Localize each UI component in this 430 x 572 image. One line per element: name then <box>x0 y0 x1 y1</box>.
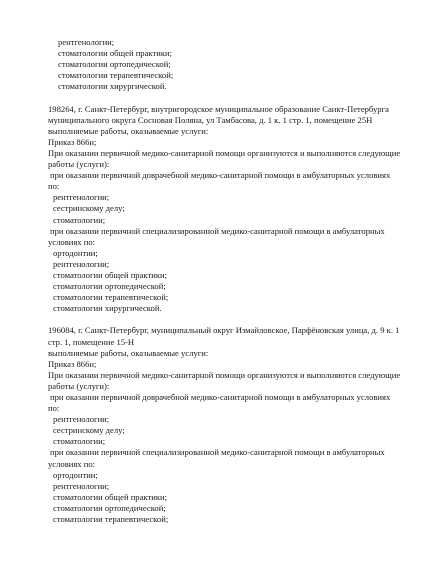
service-item: стоматологии терапевтической; <box>53 292 169 303</box>
service-item: стоматологии; <box>53 214 106 225</box>
service-item: стоматологии общей практики; <box>53 269 167 280</box>
license-block-continued <box>48 37 420 92</box>
address-line: муниципального округа Сосновая Поляна, ул Тамбасова, д. 1 к. 1 стр. 1, помещение 25Н <box>48 114 373 125</box>
service-item: стоматологии хирургической. <box>53 303 162 314</box>
order-reference: Приказ 866н; <box>48 136 97 147</box>
intro-line: При оказании первичной медико-санитарной помощи организуются и выполняются следующие <box>48 369 401 380</box>
section-heading: условиях по: <box>48 458 96 469</box>
section-heading: при оказании первичной доврачебной медико-санитарной помощи в амбулаторных условиях <box>50 170 391 181</box>
section-heading: при оказании первичной специализированной медико-санитарной помощи в амбулаторных <box>50 447 385 458</box>
license-block-196084 <box>48 325 420 525</box>
service-item: ортодонтии; <box>53 247 98 258</box>
service-item: рентгенологии; <box>53 480 110 491</box>
section-heading: при оказании первичной доврачебной медико-санитарной помощи в амбулаторных условиях <box>50 392 391 402</box>
service-item: рентгенологии; <box>53 258 110 269</box>
license-block-198264 <box>48 104 420 315</box>
service-item: сестринскому делу; <box>53 425 125 436</box>
intro-line: работы (услуги): <box>48 380 110 391</box>
service-item: стоматологии общей практики; <box>53 491 167 502</box>
address-line: 198264, г. Санкт-Петербург, внутригородское муниципальное образование Санкт-Петербурга <box>48 103 389 114</box>
works-label: выполняемые работы, оказываемые услуги: <box>48 347 209 358</box>
service-item: рентгенологии; <box>53 192 110 203</box>
service-item: стоматологии терапевтической; <box>53 514 169 525</box>
service-item: рентгенологии; <box>58 37 115 47</box>
paragraph-gap <box>48 314 420 325</box>
address-line: 196084, г. Санкт-Петербург, муниципальный округ Измайловское, Парфёновская улица, д. 9 к. 1 <box>48 325 400 336</box>
service-item: стоматологии ортопедической; <box>53 502 166 513</box>
intro-line: работы (услуги): <box>48 159 110 170</box>
order-reference: Приказ 866н; <box>48 358 97 369</box>
section-heading: условиях по: <box>48 236 96 247</box>
service-item: стоматологии ортопедической; <box>58 59 171 70</box>
service-item: ортодонтии; <box>53 469 98 480</box>
intro-line: При оказании первичной медико-санитарной помощи организуются и выполняются следующие <box>48 147 401 158</box>
section-heading: при оказании первичной специализированной медико-санитарной помощи в амбулаторных <box>50 225 385 236</box>
section-heading: по: <box>48 403 60 414</box>
service-item: стоматологии хирургической. <box>58 81 167 92</box>
document-page <box>48 37 420 525</box>
works-label: выполняемые работы, оказываемые услуги: <box>48 125 209 136</box>
service-item: стоматологии терапевтической; <box>58 70 174 81</box>
address-line: стр. 1, помещение 15-Н <box>48 336 135 347</box>
service-item: стоматологии ортопедической; <box>53 281 166 292</box>
service-item: рентгенологии; <box>53 414 110 425</box>
paragraph-gap <box>48 92 420 103</box>
section-heading: по: <box>48 181 60 192</box>
service-item: сестринскому делу; <box>53 203 125 214</box>
service-item: стоматологии общей практики; <box>58 48 172 59</box>
service-item: стоматологии; <box>53 436 106 447</box>
